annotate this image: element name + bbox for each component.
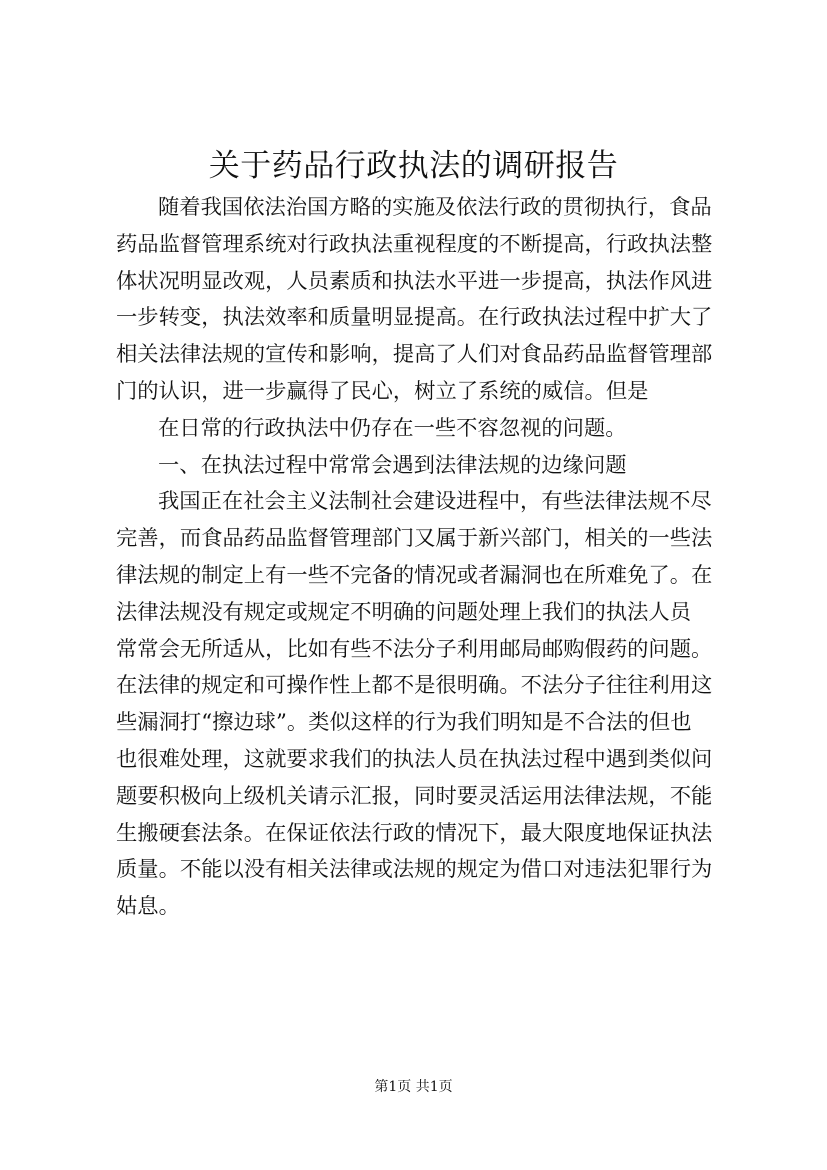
text-line: 相关法律法规的宣传和影响，提高了人们对食品药品监督管理部: [116, 342, 713, 368]
text-line: 完善，而食品药品监督管理部门又属于新兴部门，相关的一些法: [116, 526, 713, 552]
text-line: 姑息。: [116, 894, 180, 920]
text-line: 题要积极向上级机关请示汇报，同时要灵活运用法律法规，不能: [116, 783, 713, 809]
text-line: 些漏洞打“擦边球”。类似这样的行为我们明知是不合法的但也: [116, 710, 692, 736]
text-line: 随着我国依法治国方略的实施及依法行政的贯彻执行，食品: [158, 195, 712, 220]
text-line: 我国正在社会主义法制社会建设进程中，有些法律法规不尽: [158, 489, 712, 515]
text-line: 一、在执法过程中常常会遇到法律法规的边缘问题: [158, 452, 627, 478]
text-line: 门的认识，进一步赢得了民心，树立了系统的威信。但是: [116, 378, 649, 404]
document-title: 关于药品行政执法的调研报告: [208, 148, 619, 184]
text-line: 生搬硬套法条。在保证依法行政的情况下，最大限度地保证执法: [116, 820, 713, 846]
text-line: 药品监督管理系统对行政执法重视程度的不断提高，行政执法整: [116, 231, 713, 257]
text-line: 法律法规没有规定或规定不明确的问题处理上我们的执法人员: [116, 599, 692, 625]
text-line: 律法规的制定上有一些不完备的情况或者漏洞也在所难免了。在: [116, 562, 713, 588]
text-line: 也很难处理，这就要求我们的执法人员在执法过程中遇到类似问: [116, 746, 713, 772]
text-line: 在日常的行政执法中仍存在一些不容忽视的问题。: [158, 415, 627, 441]
text-line: 体状况明显改观，人员素质和执法水平进一步提高，执法作风进: [116, 268, 713, 294]
text-line: 一步转变，执法效率和质量明显提高。在行政执法过程中扩大了: [116, 305, 713, 331]
page-footer: 第1页 共1页: [374, 1079, 453, 1095]
text-line: 质量。不能以没有相关法律或法规的规定为借口对违法犯罪行为: [116, 857, 713, 883]
text-line: 常常会无所适从，比如有些不法分子利用邮局邮购假药的问题。: [116, 636, 713, 662]
text-line: 在法律的规定和可操作性上都不是很明确。不法分子往往利用这: [116, 673, 713, 699]
document-body: [116, 190, 718, 926]
